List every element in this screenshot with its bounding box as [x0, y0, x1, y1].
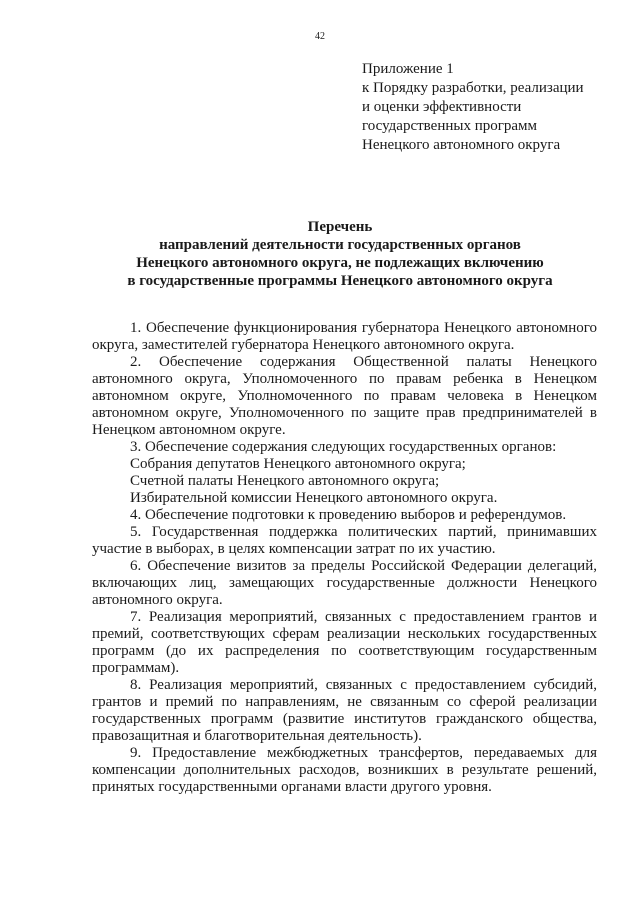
appendix-line: к Порядку разработки, реализации — [362, 80, 584, 96]
heading-title: Перечень — [307, 219, 373, 235]
list-item-4: 4. Обеспечение подготовки к проведению выборов и референдумов. — [130, 507, 567, 523]
heading-line: Ненецкого автономного округа, не подлежащих включению — [136, 255, 544, 271]
list-body — [92, 320, 597, 796]
list-item-8: 8. Реализация мероприятий, связанных с предоставлением субсидий, грантов и премий по направлениям, не связанным со сферой реализации государственных программ (развитие институтов гражданского общества, правозащитная и благотворительная деятельность). — [92, 677, 597, 744]
page-number: 42 — [315, 31, 325, 42]
appendix-line: Приложение 1 — [362, 61, 454, 77]
list-item-3: 3. Обеспечение содержания следующих государственных органов: — [130, 439, 557, 455]
list-item-2: 2. Обеспечение содержания Общественной палаты Ненецкого автономного округа, Уполномоченного по правам ребенка в Ненецком автономном округе, Уполномоченного по правам человека в Ненецком автономном округе, Уполномоченного по защите прав предпринимателей в Ненецком автономном округе. — [92, 354, 597, 438]
list-item-1: 1. Обеспечение функционирования губернатора Ненецкого автономного округа, заместителей губернатора Ненецкого автономного округа. — [92, 320, 597, 353]
list-item-6: 6. Обеспечение визитов за пределы Российской Федерации делегаций, включающих лиц, замещающих государственные должности Ненецкого автономного округа. — [92, 558, 597, 608]
list-item-3-sub: Собрания депутатов Ненецкого автономного округа; — [130, 456, 466, 472]
heading-line: в государственные программы Ненецкого автономного округа — [127, 273, 553, 289]
document-heading — [60, 218, 620, 290]
appendix-line: государственных программ — [362, 118, 538, 134]
heading-line: направлений деятельности государственных органов — [159, 237, 521, 253]
list-item-9: 9. Предоставление межбюджетных трансфертов, передаваемых для компенсации дополнительных расходов, возникших в результате решений, принятых государственными органами власти другого уровня. — [92, 745, 597, 795]
appendix-line: Ненецкого автономного округа — [362, 137, 561, 153]
list-item-7: 7. Реализация мероприятий, связанных с предоставлением грантов и премий, соответствующих сферам реализации нескольких государственных программ (до их распределения по соответствующим государственным программам). — [92, 609, 597, 676]
list-item-5: 5. Государственная поддержка политических партий, принимавших участие в выборах, в целях компенсации затрат по их участию. — [92, 524, 597, 557]
appendix-line: и оценки эффективности — [362, 99, 522, 115]
list-item-3-sub: Избирательной комиссии Ненецкого автономного округа. — [130, 490, 498, 506]
appendix-block — [362, 60, 632, 155]
list-item-3-sub: Счетной палаты Ненецкого автономного округа; — [130, 473, 440, 489]
